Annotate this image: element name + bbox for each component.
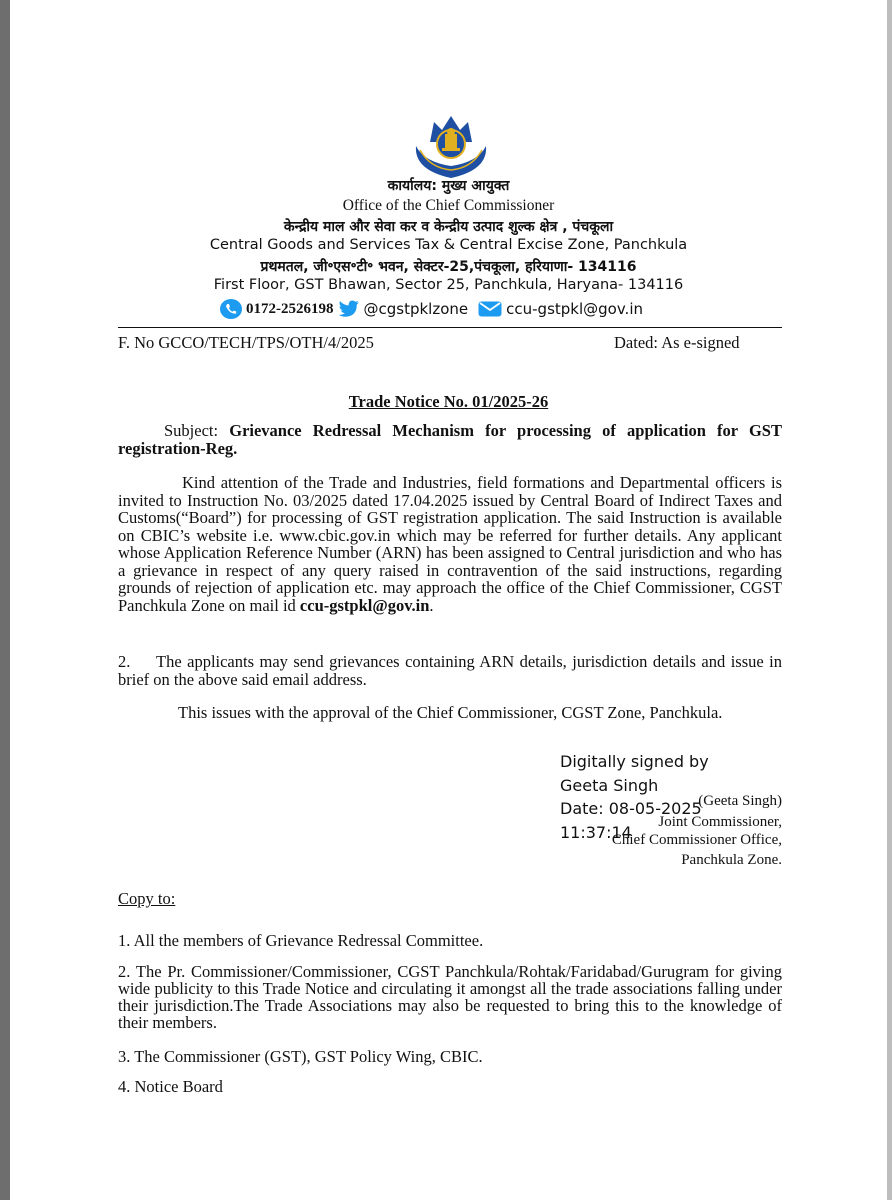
signature-line-2: Geeta Singh [560,775,659,795]
hindi-address: प्रथमतल, जी॰एस॰टी॰ भवन, सेक्टर-25,पंचकूला, हरियाणा- 134116 [260,259,637,275]
phone-number[interactable]: 0172-2526198 [246,300,334,317]
subject-text: Grievance Redressal Mechanism for processing of application for GST registration-Reg. [118,421,782,458]
copy-item-2: 2. The Pr. Commissioner/Commissioner, CGST Panchkula/Rohtak/Faridabad/Gurugram for giving wide publicity to this Trade Notice and circulating it amongst all the trade associations falling under their jurisdiction.The Trade Associations may also be requested to bring this to the knowledge of their members. [118,962,782,1032]
address: First Floor, GST Bhawan, Sector 25, Panchkula, Haryana- 134116 [213,277,684,293]
signatory-designation: Joint Commissioner, [658,814,782,830]
paragraph-3: This issues with the approval of the Chief Commissioner, CGST Zone, Panchkula. [178,703,723,722]
paragraph-2-number: 2. [118,652,131,671]
subject-label: Subject: [164,421,230,440]
signature-line-1: Digitally signed by [560,752,709,771]
signatory-office: Chief Commissioner Office, [611,832,782,848]
viewer-right-edge [887,0,892,1200]
signatory-zone: Panchkula Zone. [681,852,782,868]
phone-icon [220,299,242,319]
header-divider [118,327,782,328]
paragraph-1 [118,474,782,614]
signature-line-3: Date: 08-05-2025 [560,799,702,818]
paragraph-2-text: The applicants may send grievances containing ARN details, jurisdiction details and issue in brief on the above said email address. [118,652,782,689]
file-number: F. No GCCO/TECH/TPS/OTH/4/2025 [118,333,374,352]
viewer-left-edge [0,0,10,1200]
notice-title: Trade Notice No. 01/2025-26 [348,392,549,411]
dated: Dated: As e-signed [614,333,740,352]
office-title: Office of the Chief Commissioner [342,197,555,214]
paragraph-1-email[interactable]: ccu-gstpkl@gov.in [299,595,430,615]
subject [118,422,782,457]
hindi-zone-title: केन्द्रीय माल और सेवा कर व केन्द्रीय उत्पाद शुल्क क्षेत्र , पंचकूला [283,219,614,235]
document-page [10,0,887,1200]
copy-to-heading: Copy to: [118,889,176,908]
twitter-handle[interactable]: @cgstpklzone [363,300,469,318]
mail-icon [478,301,502,317]
twitter-bird-icon [338,300,360,318]
copy-item-1: 1. All the members of Grievance Redressal Committee. [118,931,484,950]
paragraph-2 [118,653,782,688]
zone-title: Central Goods and Services Tax & Central Excise Zone, Panchkula [209,237,688,253]
copy-item-3: 3. The Commissioner (GST), GST Policy Wing, CBIC. [118,1047,483,1066]
paragraph-1-end: . [429,595,434,615]
paragraph-1-text: Kind attention of the Trade and Industries, field formations and Departmental officers is invited to Instruction No. 03/2025 dated 17.04.2025 issued by Central Board of Indirect Taxes and Customs(“Board”) for processing of GST registration application. The said Instruction is available on CBIC’s website i.e. www.cbic.gov.in which may be referred for further details. Any applicant whose Application Reference Number (ARN) has been assigned to Central jurisdiction and who has a grievance in respect of any query raised in contravention of the said instructions, regarding grounds of rejection of application etc. may approach the office of the Chief Commissioner, CGST Panchkula Zone on mail id [118,473,782,615]
signatory-name: (Geeta Singh) [698,793,782,809]
cbic-emblem-icon [406,112,496,182]
contact-bar [220,296,649,322]
signature-line-4: 11:37:14 [560,822,632,842]
hindi-office-title: कार्यालय: मुख्य आयुक्त [387,178,510,194]
email-address[interactable]: ccu-gstpkl@gov.in [506,300,644,318]
copy-item-4: 4. Notice Board [118,1077,223,1096]
